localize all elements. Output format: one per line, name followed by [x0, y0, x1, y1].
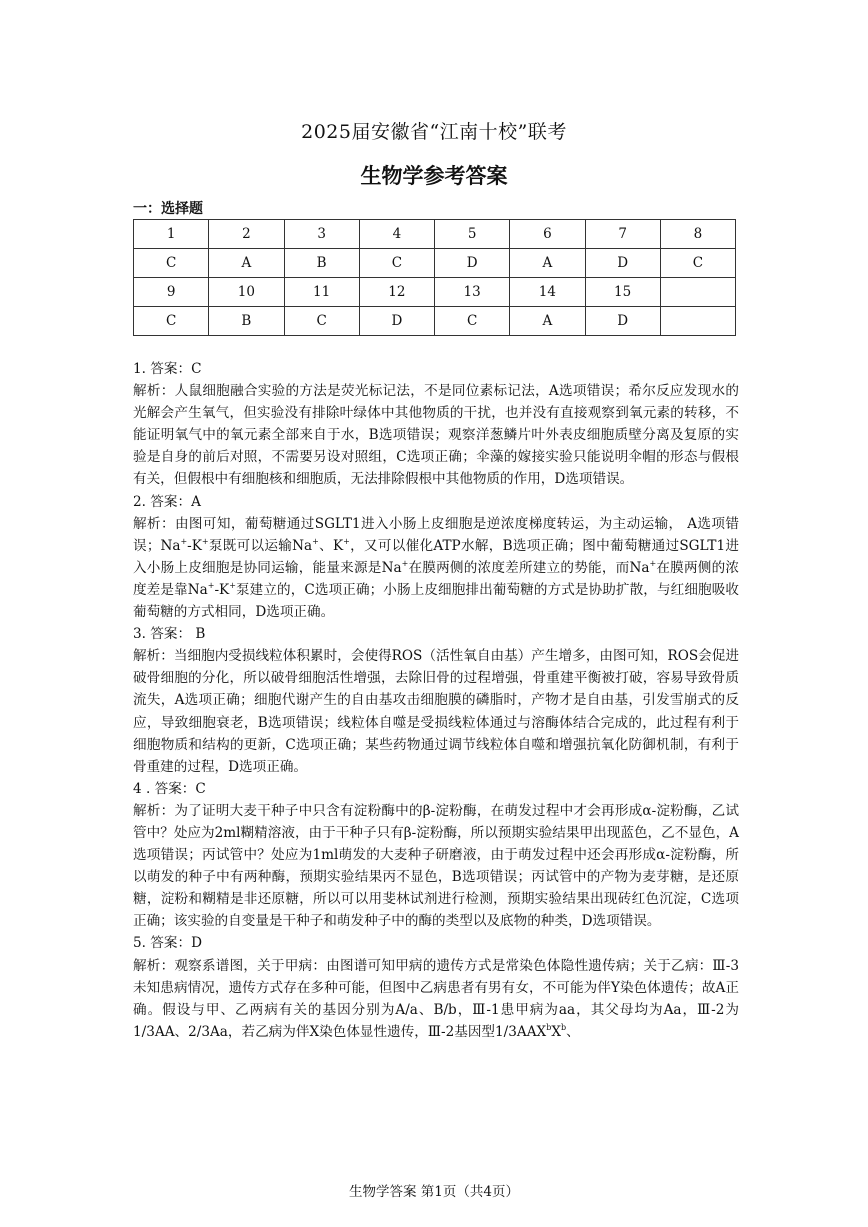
superscript: +: [229, 580, 236, 590]
table-cell: 7: [585, 220, 660, 249]
answer-line-q4: 4 . 答案：C: [133, 780, 206, 797]
answer-line-q3: 3. 答案： B: [133, 626, 206, 643]
superscript: +: [401, 558, 409, 568]
superscript: +: [180, 536, 188, 546]
explanation-text: 泵既可以运输Na: [208, 537, 313, 554]
table-row: [134, 307, 736, 336]
table-cell: D: [435, 249, 510, 278]
document-title: 2025届安徽省“江南十校”联考: [301, 121, 567, 143]
table-cell: D: [585, 249, 660, 278]
table-cell: 8: [660, 220, 735, 249]
section-heading: 一：选择题: [133, 201, 203, 217]
explanation-text: 、: [566, 1023, 580, 1040]
table-cell: B: [284, 249, 359, 278]
page-footer: 生物学答案 第1页（共4页）: [349, 1184, 519, 1200]
table-cell: B: [209, 307, 284, 336]
table-cell: A: [510, 249, 585, 278]
table-cell: A: [209, 249, 284, 278]
table-cell: C: [134, 249, 209, 278]
table-cell: 11: [284, 278, 359, 307]
explanation-q1: 解析：人鼠细胞融合实验的方法是荧光标记法，不是同位素标记法，A选项错误；希尔反应发现水的光解会产生氧气，但实验没有排除叶绿体中其他物质的干扰，也并没有直接观察到氧元素的转移，不能证明氧气中的氧元素全部来自于水，B选项错误；观察洋葱鳞片叶外表皮细胞质壁分离及复原的实验是自身的前后对照，不需要另设对照组，C选项正确；伞藻的嫁接实验只能说明伞帽的形态与假根有关，但假根中有细胞核和细胞质，无法排除假根中其他物质的作用，D选项错误。: [133, 383, 739, 488]
explanation-text: ，又可以催化ATP水解，B选项正确；图中葡萄糖通过SGLT1进入小肠上皮细胞是协同运输，能量来源是Na: [133, 537, 740, 576]
answer-explanations: [133, 358, 739, 1043]
explanation-text: X: [551, 1023, 562, 1040]
superscript: +: [649, 558, 657, 568]
explanation-q5: [133, 955, 739, 1043]
table-cell: 10: [209, 278, 284, 307]
explanation-text: 、K: [318, 537, 344, 554]
table-cell: 12: [359, 278, 434, 307]
answer-line-q2: 2. 答案：A: [133, 493, 201, 510]
table-cell: A: [510, 307, 585, 336]
table-cell: 6: [510, 220, 585, 249]
table-cell: 14: [510, 278, 585, 307]
table-cell: C: [134, 307, 209, 336]
table-cell: 3: [284, 220, 359, 249]
explanation-text: 泵建立的，C选项正确；小肠上皮细胞排出葡萄糖的方式是协助扩散，与红细胞吸收葡萄糖的方式相同，D选项正确。: [133, 581, 739, 621]
superscript: +: [312, 536, 319, 546]
explanation-text: 解析：观察系谱图，关于甲病：由图谱可知甲病的遗传方式是常染色体隐性遗传病；关于乙病：Ⅲ-3未知患病情况，遗传方式存在多种可能，但图中乙病患者有男有女，不可能为伴Y染色体遗传；故A正确。假设与甲、乙两病有关的基因分别为A/a、B/b，Ⅲ-1患甲病为aa，其父母均为Aa，Ⅲ-2为1/3AA、2/3Aa，若乙病为伴X染色体显性遗传，Ⅲ-2基因型1/3AAX: [133, 957, 739, 1040]
table-cell: [660, 278, 735, 307]
table-cell: [660, 307, 735, 336]
answer-table: [133, 219, 736, 336]
table-row: [134, 249, 736, 278]
explanation-q2: [133, 513, 739, 623]
table-row: [134, 220, 736, 249]
table-cell: C: [284, 307, 359, 336]
table-cell: C: [359, 249, 434, 278]
explanation-text: -K: [214, 581, 230, 598]
table-row: [134, 278, 736, 307]
superscript: +: [207, 580, 215, 590]
table-cell: C: [660, 249, 735, 278]
explanation-q3: 解析：当细胞内受损线粒体积累时，会使得ROS（活性氧自由基）产生增多，由图可知，ROS会促进破骨细胞的分化，所以破骨细胞活性增强，去除旧骨的过程增强，骨重建平衡被打破，容易导致骨质流失，A选项正确；细胞代谢产生的自由基攻击细胞膜的磷脂时，产物才是自由基，引发雪崩式的反应，导致细胞衰老，B选项错误；线粒体自噬是受损线粒体通过与溶酶体结合完成的，此过程有利于细胞物质和结构的更新，C选项正确；某些药物通过调节线粒体自噬和增强抗氧化防御机制，有利于骨重建的过程，D选项正确。: [133, 648, 739, 775]
explanation-text: 在膜两侧的浓度差是靠Na: [133, 559, 740, 598]
superscript: b: [546, 1022, 552, 1032]
table-cell: 1: [134, 220, 209, 249]
table-cell: 9: [134, 278, 209, 307]
superscript: b: [561, 1022, 567, 1032]
table-cell: 13: [435, 278, 510, 307]
superscript: +: [201, 536, 209, 546]
table-cell: D: [585, 307, 660, 336]
explanation-q4: 解析：为了证明大麦干种子中只含有淀粉酶中的β-淀粉酶，在萌发过程中才会再形成α-淀粉酶，乙试管中？处应为2ml糊精溶液，由于干种子只有β-淀粉酶，所以预期实验结果甲出现蓝色，乙不显色，A选项错误；丙试管中？处应为1ml萌发的大麦种子研磨液，由于萌发过程中还会再形成α-淀粉酶，所以萌发的种子中有两种酶，预期实验结果丙不显色，B选项错误；丙试管中的产物为麦芽糖，是还原糖，淀粉和糊精是非还原糖，所以可以用斐林试剂进行检测，预期实验结果出现砖红色沉淀，C选项正确；该实验的自变量是干种子和萌发种子中的酶的类型以及底物的种类，D选项错误。: [133, 802, 739, 930]
answer-line-q5: 5. 答案：D: [133, 935, 202, 952]
explanation-text: 在膜两侧的浓度差所建立的势能，而Na: [408, 559, 650, 576]
explanation-text: -K: [187, 537, 202, 554]
document-subtitle: 生物学参考答案: [360, 164, 508, 188]
table-cell: 5: [435, 220, 510, 249]
table-cell: 4: [359, 220, 434, 249]
table-cell: D: [359, 307, 434, 336]
table-cell: 2: [209, 220, 284, 249]
table-cell: 15: [585, 278, 660, 307]
explanation-text: 解析：由图可知，葡萄糖通过SGLT1进入小肠上皮细胞是逆浓度梯度转运，为主动运输， A选项错误；Na: [133, 515, 739, 554]
superscript: +: [343, 536, 350, 546]
answer-line-q1: 1. 答案：C: [133, 361, 202, 377]
table-cell: C: [435, 307, 510, 336]
